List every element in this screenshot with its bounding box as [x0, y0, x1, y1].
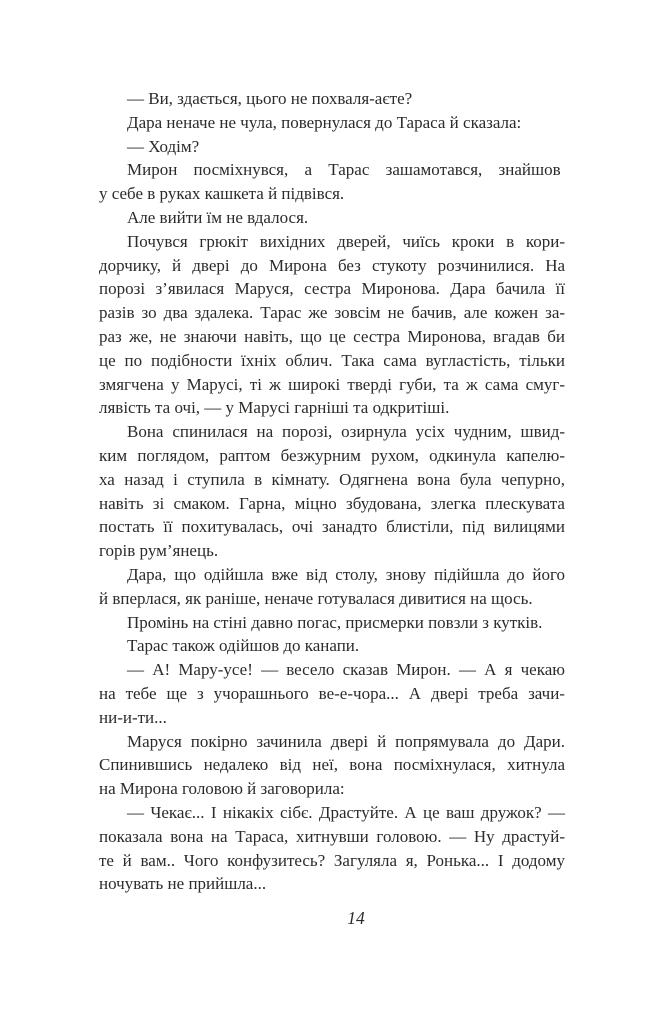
text-line-content: раз же, не знаючи навіть, що це сестра Миронова, вгадав би — [99, 326, 566, 346]
text-line-content: показала вона на Тараса, хитнувши головою. — Ну драстуй- — [99, 826, 565, 846]
text-line-content: ха назад і ступила в кімнату. Одягнена вона була чепурно, — [99, 469, 565, 489]
text-line — [99, 206, 565, 230]
text-line — [99, 801, 565, 825]
text-line-content: змягчена у Марусі, ті ж широкі тверді губи, та ж сама смуг- — [99, 374, 566, 394]
text-line-content: на Мирона головою й заговорила: — [99, 779, 345, 799]
text-line — [99, 492, 565, 516]
text-line-content: Почувся грюкіт вихідних дверей, чиїсь кроки в кори- — [127, 231, 565, 251]
text-line — [99, 373, 565, 397]
text-line — [99, 135, 565, 159]
page-number: 14 — [347, 908, 365, 928]
text-line-content: навіть зі смаком. Гарна, міцно збудована, злегка плескувата — [99, 493, 565, 513]
text-line-content: Вона спинилася на порозі, озирнула усіх чудним, швид- — [127, 422, 566, 442]
paragraph — [99, 420, 565, 563]
text-line — [99, 396, 565, 420]
text-line — [99, 587, 565, 611]
text-line-content: Промінь на стіні давно погас, присмерки повзли з кутків. — [127, 612, 543, 632]
text-line-content: Тарас також одійшов до канапи. — [127, 636, 360, 656]
text-line — [99, 682, 565, 706]
text-line-content: ким поглядом, раптом безжурним рухом, одкинула капелю- — [99, 445, 566, 465]
text-line — [99, 634, 565, 658]
paragraph — [99, 158, 565, 206]
text-line-content: ночувать не прийшла... — [99, 874, 267, 894]
text-line-content: й вперлася, як раніше, неначе готувалася дивитися на щось. — [99, 588, 533, 608]
paragraph — [99, 563, 565, 611]
text-line — [99, 753, 565, 777]
text-line-content: це по подібности їхніх облич. Така сама вугластість, тільки — [99, 350, 565, 370]
text-line — [99, 730, 565, 754]
text-line-content: Дара, що одійшла вже від столу, знову підійшла до його — [127, 564, 566, 584]
text-line-content: — Ви, здається, цього не похваля-аєте? — [127, 89, 413, 108]
text-line-content: — А! Мару-усе! — весело сказав Мирон. — А я чекаю — [127, 660, 565, 680]
text-line — [99, 230, 565, 254]
paragraph — [99, 801, 565, 896]
text-line-content: — Ходім? — [127, 136, 200, 156]
text-line — [99, 872, 565, 896]
paragraph — [99, 87, 565, 111]
text-line-content: горів рум’янець. — [99, 541, 219, 561]
text-line — [99, 325, 565, 349]
text-line-content: те й вам.. Чого конфузитесь? Загуляла я, Ронька... І додому — [99, 850, 565, 870]
paragraph — [99, 658, 565, 729]
text-line — [99, 182, 565, 206]
text-line — [99, 277, 565, 301]
text-line — [99, 658, 565, 682]
text-line-content: дорчику, й двері до Мирона без стукоту розчинилися. На — [99, 255, 566, 275]
text-line — [99, 444, 565, 468]
text-line-content: постать її похитувалась, очі занадто блистіли, під вилицями — [99, 517, 565, 537]
text-line-content: Спинившись недалеко від неї, вона посміхнулася, хитнула — [99, 755, 565, 775]
text-line-content: Але вийти їм не вдалося. — [127, 207, 309, 227]
text-line — [99, 706, 565, 730]
text-line-content: у себе в руках кашкета й підвівся. — [99, 184, 345, 204]
text-line-content: разів зо два здалека. Тарас же зовсім не бачив, але кожен за- — [99, 303, 566, 323]
text-line — [99, 515, 565, 539]
paragraph — [99, 111, 565, 135]
text-line-content: ни-и-ти... — [99, 707, 167, 727]
text-line — [99, 611, 565, 635]
text-line-content: Мирон посміхнувся, а Тарас зашамотався, знайшов — [127, 160, 561, 180]
text-line — [99, 849, 565, 873]
paragraph — [99, 135, 565, 159]
text-line — [99, 111, 565, 135]
paragraph — [99, 230, 565, 420]
text-line — [99, 539, 565, 563]
text-line — [99, 420, 565, 444]
text-line — [99, 777, 565, 801]
text-line — [99, 468, 565, 492]
text-line — [99, 254, 565, 278]
page-text — [99, 87, 565, 896]
text-line — [99, 563, 565, 587]
text-line — [99, 349, 565, 373]
paragraph — [99, 206, 565, 230]
paragraph — [99, 634, 565, 658]
text-line — [99, 158, 565, 182]
text-line-content: Маруся покірно зачинила двері й попрямувала до Дари. — [127, 731, 566, 751]
text-line-content: — Чекає... І нікакіх сібє. Драстуйте. А це ваш дружок? — — [127, 802, 565, 822]
text-line-content: на тебе ще з учорашнього ве-е-чора... А двері треба зачи- — [99, 683, 565, 703]
text-line — [99, 301, 565, 325]
text-line-content: лявість та очі, — у Марусі гарніші та одкритіші. — [99, 398, 450, 418]
text-line-content: порозі з’явилася Маруся, сестра Миронова. Дара бачила її — [99, 279, 565, 299]
text-line — [99, 87, 565, 111]
paragraph — [99, 611, 565, 635]
text-line-content: Дара неначе не чула, повернулася до Тараса й сказала: — [127, 112, 522, 132]
paragraph — [99, 730, 565, 801]
text-line — [99, 825, 565, 849]
